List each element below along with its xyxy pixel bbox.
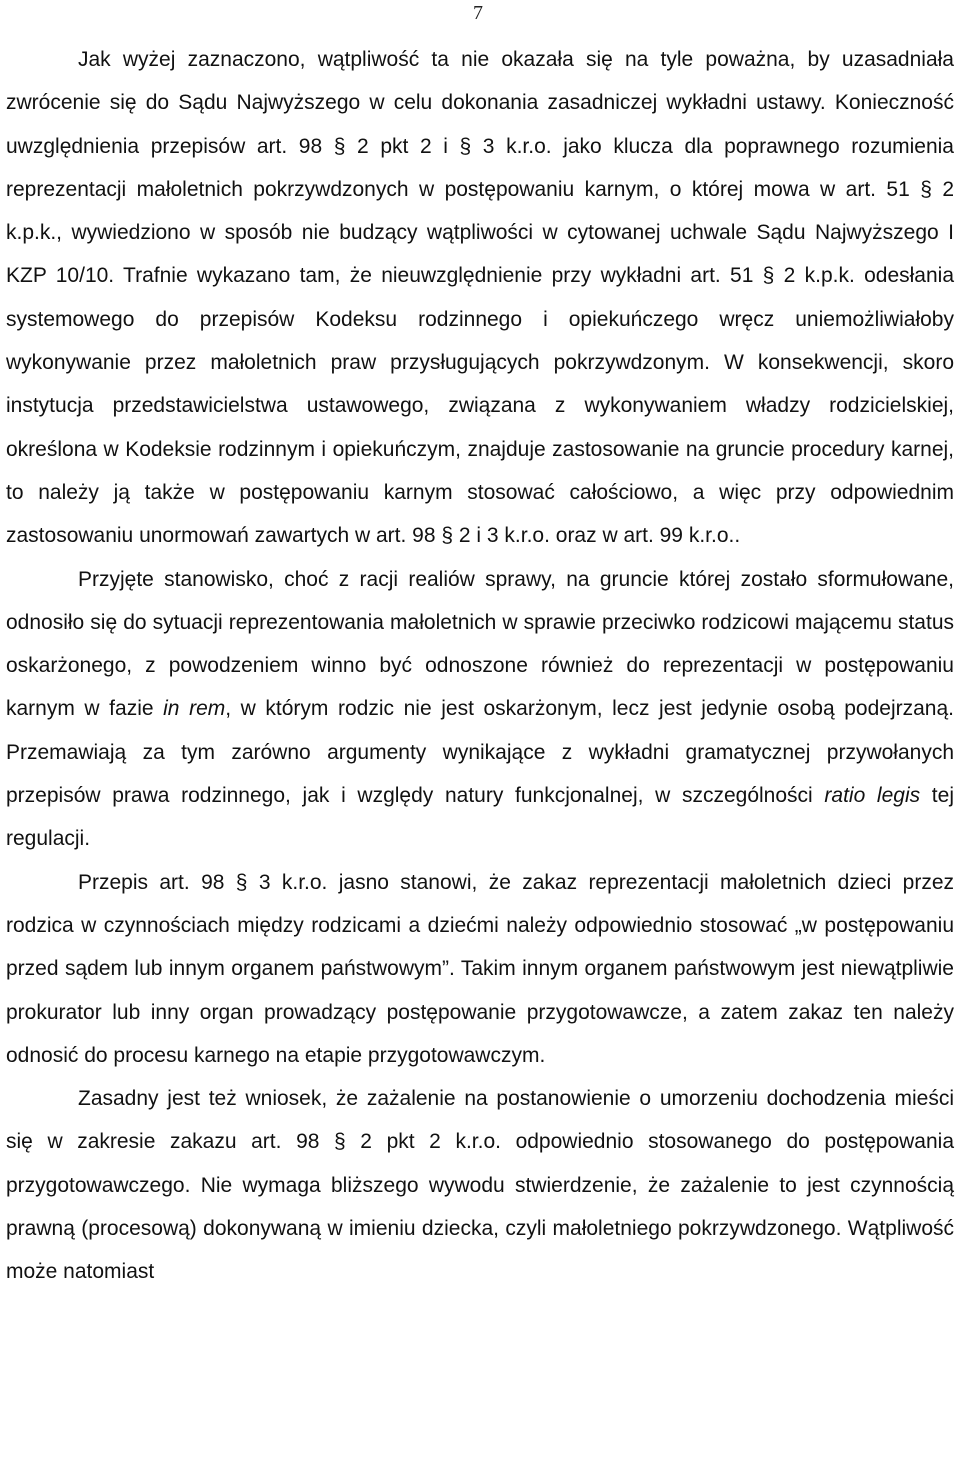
paragraph-2-text-a: Przyjęte stanowisko, choć z racji realiów sprawy, na gruncie której zostało sformułowane, odnosiło się do sytuacji reprezentowania małoletnich w sprawie przeciwko rodzicowi mającemu status oskarżonego, z powodzeniem winno być odnoszone również do reprezentacji w postępowaniu karnym w fazie — [6, 567, 954, 721]
document-body — [6, 38, 954, 1294]
latin-phrase-ratio-legis: ratio legis — [824, 784, 921, 808]
page-number: 7 — [473, 2, 483, 24]
paragraph-3: Przepis art. 98 § 3 k.r.o. jasno stanowi, że zakaz reprezentacji małoletnich dzieci przez rodzica w czynnościach między rodzicami a dziećmi należy odpowiednio stosować „w postępowaniu przed sądem lub innym organem państwowym”. Takim innym organem państwowym jest niewątpliwie prokurator lub inny organ prowadzący postępowanie przygotowawcze, a zatem zakaz ten należy odnosić do procesu karnego na etapie przygotowawczym. — [6, 870, 954, 1067]
paragraph-1: Jak wyżej zaznaczono, wątpliwość ta nie okazała się na tyle poważna, by uzasadniała zwrócenie się do Sądu Najwyższego w celu dokonania zasadniczej wykładni ustawy. Konieczność uwzględnienia przepisów art. 98 § 2 pkt 2 i § 3 k.r.o. jako klucza dla poprawnego rozumienia reprezentacji małoletnich pokrzywdzonych w postępowaniu karnym, o której mowa w art. 51 § 2 k.p.k., wywiedziono w sposób nie budzący wątpliwości w cytowanej uchwale Sądu Najwyższego I KZP 10/10. Trafnie wykazano tam, że nieuwzględnienie przy wykładni art. 51 § 2 k.p.k. odesłania systemowego do przepisów Kodeksu rodzinnego i opiekuńczego wręcz uniemożliwiałoby wykonywanie przez małoletnich praw przysługujących pokrzywdzonym. W konsekwencji, skoro instytucja przedstawicielstwa ustawowego, związana z wykonywaniem władzy rodzicielskiej, określona w Kodeksie rodzinnym i opiekuńczym, znajduje zastosowanie na gruncie procedury karnej, to należy ją także w postępowaniu karnym stosować całościowo, a więc przy odpowiednim zastosowaniu unormowań zawartych w art. 98 § 2 i 3 k.r.o. oraz w art. 99 k.r.o.. — [6, 48, 954, 548]
paragraph-2-text-c: tej regulacji. — [6, 784, 954, 851]
paragraph-2 — [6, 558, 954, 861]
latin-phrase-in-rem: in rem — [163, 697, 226, 721]
paragraph-2-text-b: , w którym rodzic nie jest oskarżonym, lecz jest jedynie osobą podejrzaną. Przemawiają za tym zarówno argumenty wynikające z wykładni gramatycznej przywołanych przepisów prawa rodzinnego, jak i względy natury funkcjonalnej, w szczególności — [6, 697, 954, 808]
paragraph-4: Zasadny jest też wniosek, że zażalenie na postanowienie o umorzeniu dochodzenia mieści się w zakresie zakazu art. 98 § 2 pkt 2 k.r.o. odpowiednio stosowanego do postępowania przygotowawczego. Nie wymaga bliższego wywodu stwierdzenie, że zażalenie to jest czynnością prawną (procesową) dokonywaną w imieniu dziecka, czyli małoletniego pokrzywdzonego. Wątpliwość może natomiast — [6, 1087, 954, 1284]
